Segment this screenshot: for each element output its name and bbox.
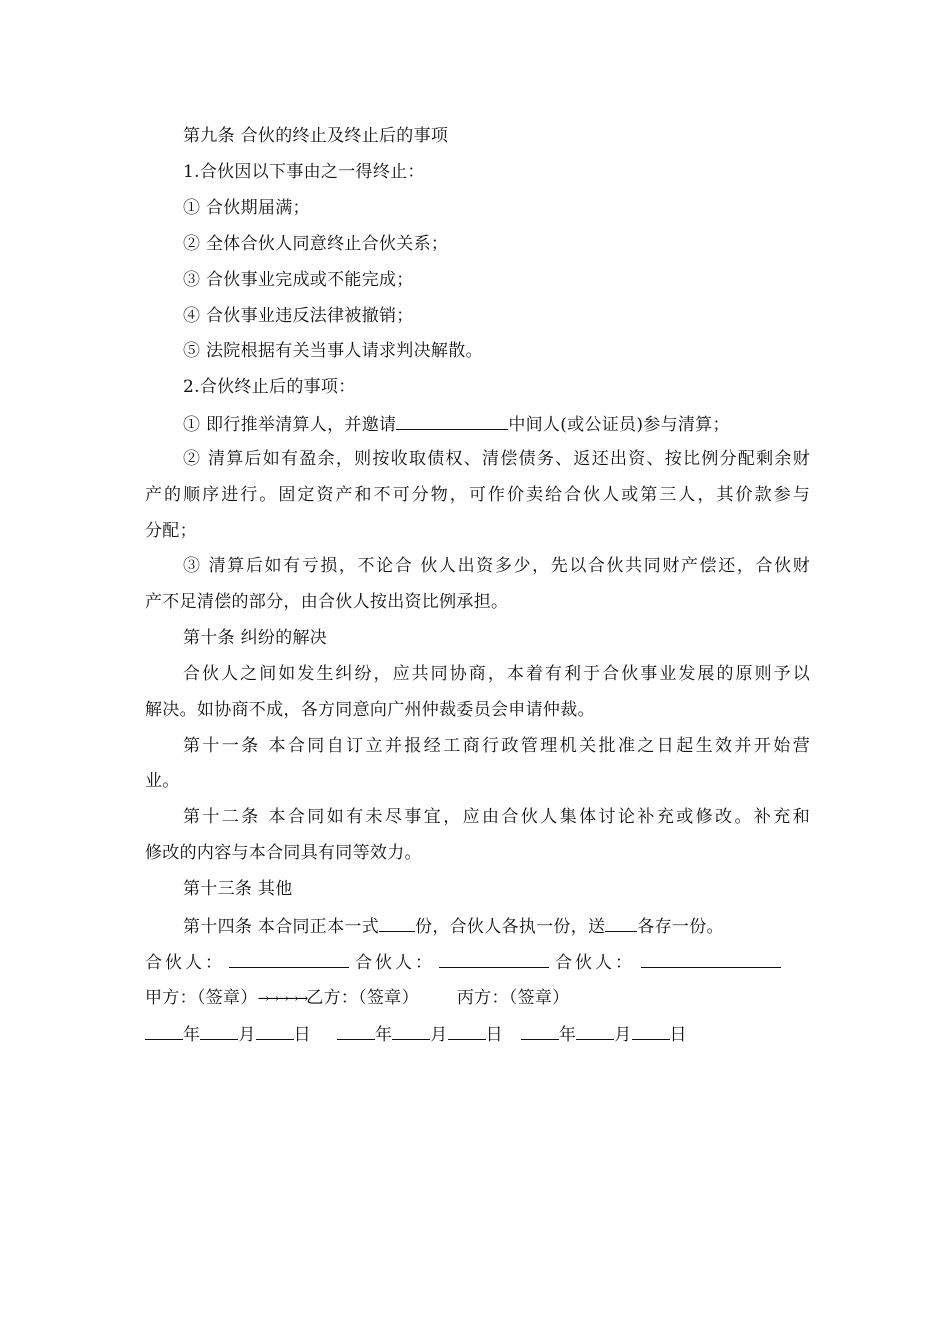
party-seal-line: [145, 987, 810, 1010]
partner-blank-1[interactable]: [229, 950, 349, 968]
date-b-month: 月: [430, 1025, 448, 1045]
arrow-marks: →→→→→: [257, 991, 307, 1007]
date-c-year-blank[interactable]: [521, 1022, 559, 1040]
date-a-year: 年: [183, 1025, 201, 1045]
date-b-year-blank[interactable]: [337, 1022, 375, 1040]
article-11-line-1: 第十一条 本合同自订立并报经工商行政管理机关批准之日起生效并开始营: [183, 736, 810, 756]
article-11-line-2: 业。: [145, 771, 180, 791]
after-termination-item-1: [183, 412, 810, 436]
after-termination-intro: 2.合伙终止后的事项：: [183, 377, 356, 397]
liquidator-text: ① 即行推举清算人，并邀请: [183, 415, 397, 435]
date-a-month-blank[interactable]: [200, 1022, 238, 1040]
termination-item-2: ② 全体合伙人同意终止合伙关系；: [183, 234, 449, 254]
partner-blank-3[interactable]: [641, 950, 781, 968]
partner-label-2: 合伙人：: [355, 953, 435, 973]
date-b-year: 年: [374, 1025, 393, 1045]
date-c-month-blank[interactable]: [576, 1022, 614, 1040]
article-14-text-1: 第十四条 本合同正本一式: [183, 917, 380, 937]
termination-item-1: ① 合伙期届满；: [183, 198, 310, 218]
after-termination-item-2-line-1: ② 清算后如有盈余，则按收取债权、清偿债务、返还出资、按比例分配剩余财: [183, 449, 810, 469]
party-b-seal: 乙方：（签章）: [306, 988, 419, 1008]
article-10-line-2: 解决。如协商不成，各方同意向广州仲裁委员会申请仲裁。: [145, 700, 595, 720]
partner-blank-2[interactable]: [439, 950, 549, 968]
intermediary-blank[interactable]: [396, 412, 508, 430]
article-10-line-1: 合伙人之间如发生纠纷，应共同协商，本着有利于合伙事业发展的原则予以: [183, 664, 810, 684]
date-c-year: 年: [558, 1025, 577, 1045]
date-c-day: 日: [669, 1025, 687, 1045]
date-a-year-blank[interactable]: [145, 1022, 183, 1040]
partner-label-1: 合伙人：: [145, 953, 225, 973]
after-termination-item-3-line-2: 产不足清偿的部分，由合伙人按出资比例承担。: [145, 592, 509, 612]
filing-count-blank[interactable]: [605, 914, 637, 932]
after-termination-item-3-line-1: ③ 清算后如有亏损，不论合 伙人出资多少，先以合伙共同财产偿还，合伙财: [183, 556, 810, 576]
party-a-seal: 甲方：（签章）: [145, 988, 258, 1008]
date-c-day-blank[interactable]: [632, 1022, 670, 1040]
article-9-heading: 第九条 合伙的终止及终止后的事项: [183, 126, 449, 146]
termination-item-4: ④ 合伙事业违反法律被撤销；: [183, 306, 414, 326]
date-c-month: 月: [614, 1025, 632, 1045]
termination-intro: 1.合伙因以下事由之一得终止：: [183, 162, 425, 182]
article-10-heading: 第十条 纠纷的解决: [183, 628, 328, 648]
article-14-line: [183, 914, 810, 938]
after-termination-item-2-line-2: 产的顺序进行。固定资产和不可分物，可作价卖给合伙人或第三人，其价款参与: [145, 485, 810, 505]
termination-item-3: ③ 合伙事业完成或不能完成；: [183, 270, 414, 290]
partner-label-3: 合伙人：: [555, 953, 635, 973]
date-b-day: 日: [485, 1025, 503, 1045]
date-line: [145, 1022, 810, 1046]
article-13-heading: 第十三条 其他: [183, 879, 293, 899]
article-12-line-1: 第十二条 本合同如有未尽事宜，应由合伙人集体讨论补充或修改。补充和: [183, 807, 810, 827]
party-c-seal: 丙方：（签章）: [456, 988, 570, 1008]
date-a-month: 月: [238, 1025, 256, 1045]
date-a-day-blank[interactable]: [256, 1022, 294, 1040]
date-b-month-blank[interactable]: [392, 1022, 430, 1040]
after-termination-item-2-line-3: 分配；: [145, 521, 197, 541]
article-12-line-2: 修改的内容与本合同具有同等效力。: [145, 843, 422, 863]
date-b-day-blank[interactable]: [448, 1022, 486, 1040]
partner-signature-line: [145, 950, 810, 974]
intermediary-text: 中间人(或公证员)参与清算；: [508, 415, 730, 435]
date-a-day: 日: [293, 1025, 311, 1045]
copies-count-blank[interactable]: [379, 914, 415, 932]
article-14-text-2: 份，合伙人各执一份，送: [415, 917, 606, 937]
termination-item-5: ⑤ 法院根据有关当事人请求判决解散。: [183, 341, 483, 361]
article-14-text-3: 各存一份。: [637, 917, 724, 937]
